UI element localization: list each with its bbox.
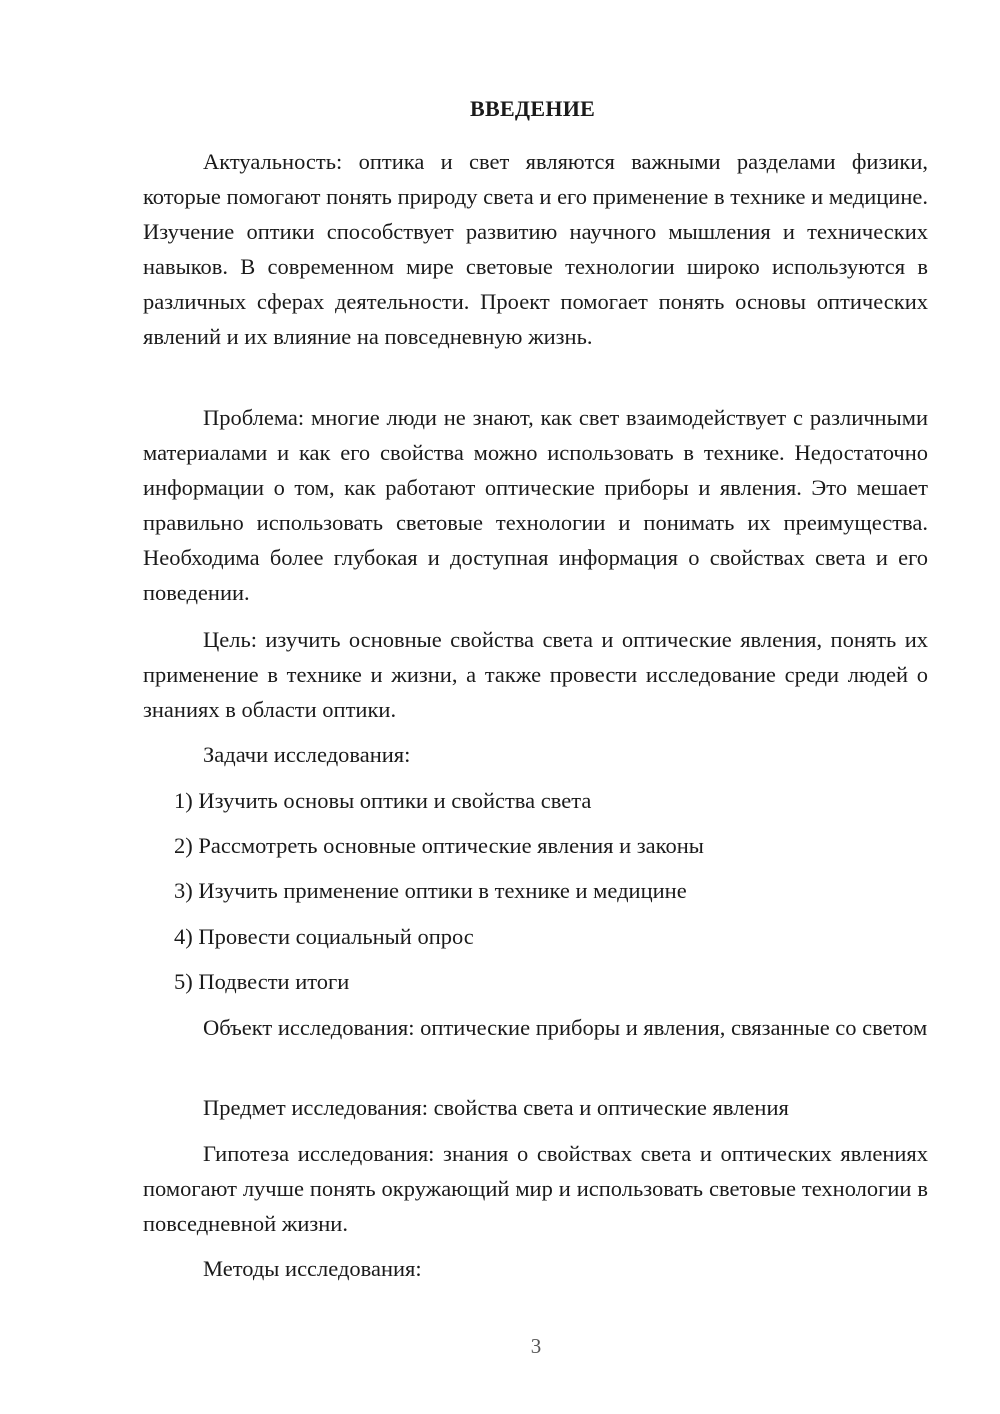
task-item: 5) Подвести итоги (174, 969, 350, 994)
paragraph-goal: Цель: изучить основные свойства света и оптические явления, понять их применение в технике и жизни, а также провести исследование среди людей о знаниях в области оптики. (143, 627, 928, 722)
tasks-heading: Задачи исследования: (203, 742, 411, 767)
methods-heading: Методы исследования: (203, 1256, 422, 1281)
paragraph-object: Объект исследования: оптические приборы и явления, связанные со светом (203, 1015, 928, 1040)
task-item: 1) Изучить основы оптики и свойства света (174, 788, 592, 813)
section-heading: ВВЕДЕНИЕ (470, 96, 596, 121)
paragraph-relevance: Актуальность: оптика и свет являются важными разделами физики, которые помогают понять природу света и его применение в технике и медицине. Изучение оптики способствует развитию научного мышления и технических навыков. В современном мире световые технологии широко используются в различных сферах деятельности. Проект помогает понять основы оптических явлений и их влияние на повседневную жизнь. (143, 149, 928, 349)
paragraph-subject: Предмет исследования: свойства света и оптические явления (203, 1095, 789, 1120)
task-item: 4) Провести социальный опрос (174, 924, 474, 949)
task-item: 2) Рассмотреть основные оптические явления и законы (174, 833, 704, 858)
page-number: 3 (530, 1334, 542, 1358)
task-item: 3) Изучить применение оптики в технике и медицине (174, 878, 687, 903)
paragraph-problem: Проблема: многие люди не знают, как свет взаимодействует с различными материалами и как его свойства можно использовать в технике. Недостаточно информации о том, как работают оптические приборы и явления. Это мешает правильно использовать световые технологии и понимать их преимущества. Необходима более глубокая и доступная информация о свойствах света и его поведении. (143, 405, 928, 605)
paragraph-hypothesis: Гипотеза исследования: знания о свойствах света и оптических явлениях помогают лучше понять окружающий мир и использовать световые технологии в повседневной жизни. (143, 1141, 928, 1236)
